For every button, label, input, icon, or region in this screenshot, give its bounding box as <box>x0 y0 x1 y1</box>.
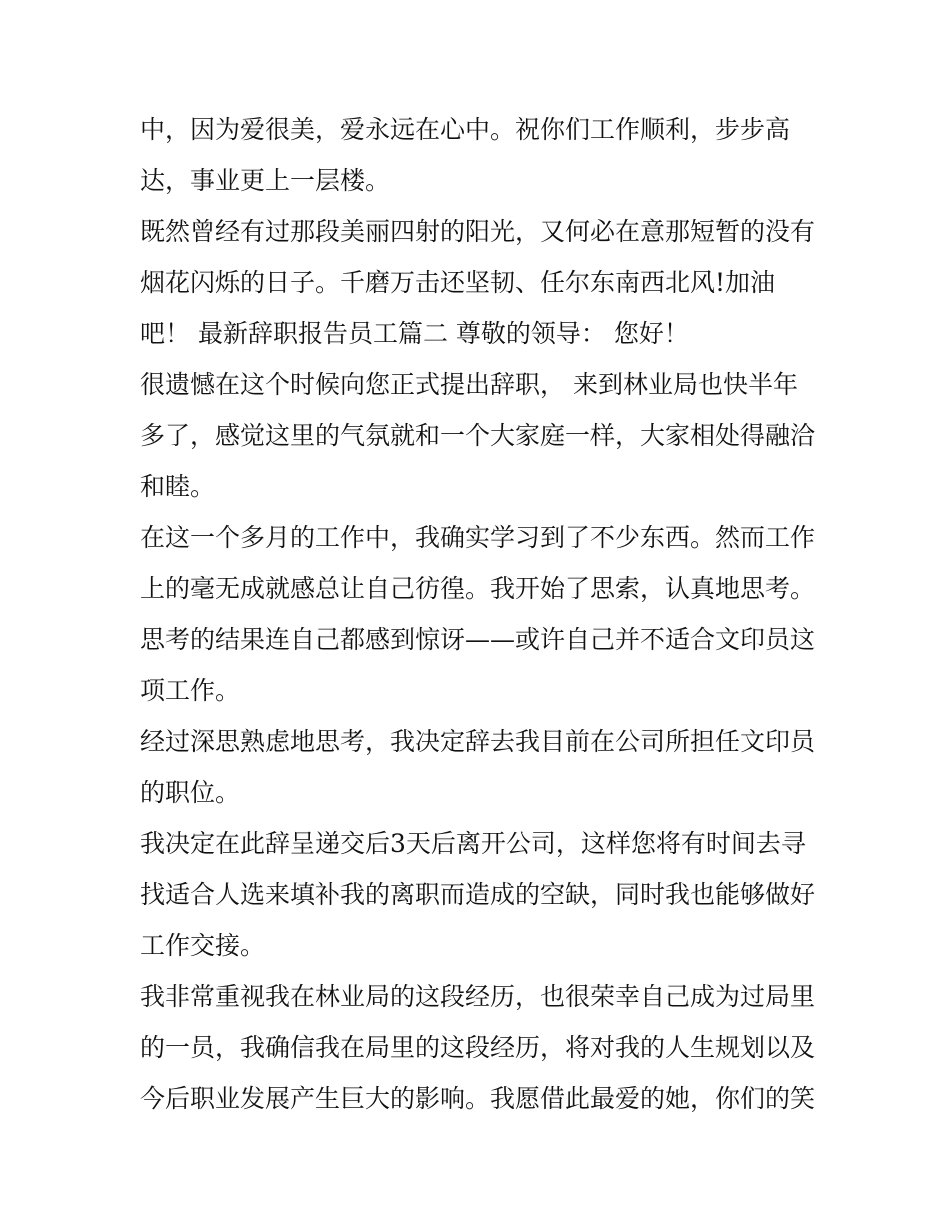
paragraph: 在这一个多月的工作中，我确实学习到了不少东西。然而工作上的毫无成就感总让自己彷徨。我开始了思索，认真地思考。思考的结果连自己都感到惊讶——或许自己并不适合文印员这项工作。 <box>140 523 816 705</box>
paragraph: 很遗憾在这个时候向您正式提出辞职， 来到林业局也快半年多了，感觉这里的气氛就和一个大家庭一样，大家相处得融洽和睦。 <box>140 370 816 501</box>
paragraph: 经过深思熟虑地思考，我决定辞去我目前在公司所担任文印员的职位。 <box>140 727 816 807</box>
document-body <box>140 104 820 1124</box>
paragraph: 既然曾经有过那段美丽四射的阳光，又何必在意那短暂的没有烟花闪烁的日子。千磨万击还坚韧、任尔东南西北风!加油吧！ 最新辞职报告员工篇二 尊敬的领导： 您好！ <box>140 217 816 348</box>
paragraph: 我非常重视我在林业局的这段经历，也很荣幸自己成为过局里的一员，我确信我在局里的这段经历，将对我的人生规划以及今后职业发展产生巨大的影响。我愿借此最爱的她，你们的笑 <box>140 982 816 1113</box>
paragraph: 中，因为爱很美，爱永远在心中。祝你们工作顺利，步步高达，事业更上一层楼。 <box>140 115 791 195</box>
paragraph: 我决定在此辞呈递交后3天后离开公司，这样您将有时间去寻找适合人选来填补我的离职而造成的空缺，同时我也能够做好工作交接。 <box>140 829 816 960</box>
